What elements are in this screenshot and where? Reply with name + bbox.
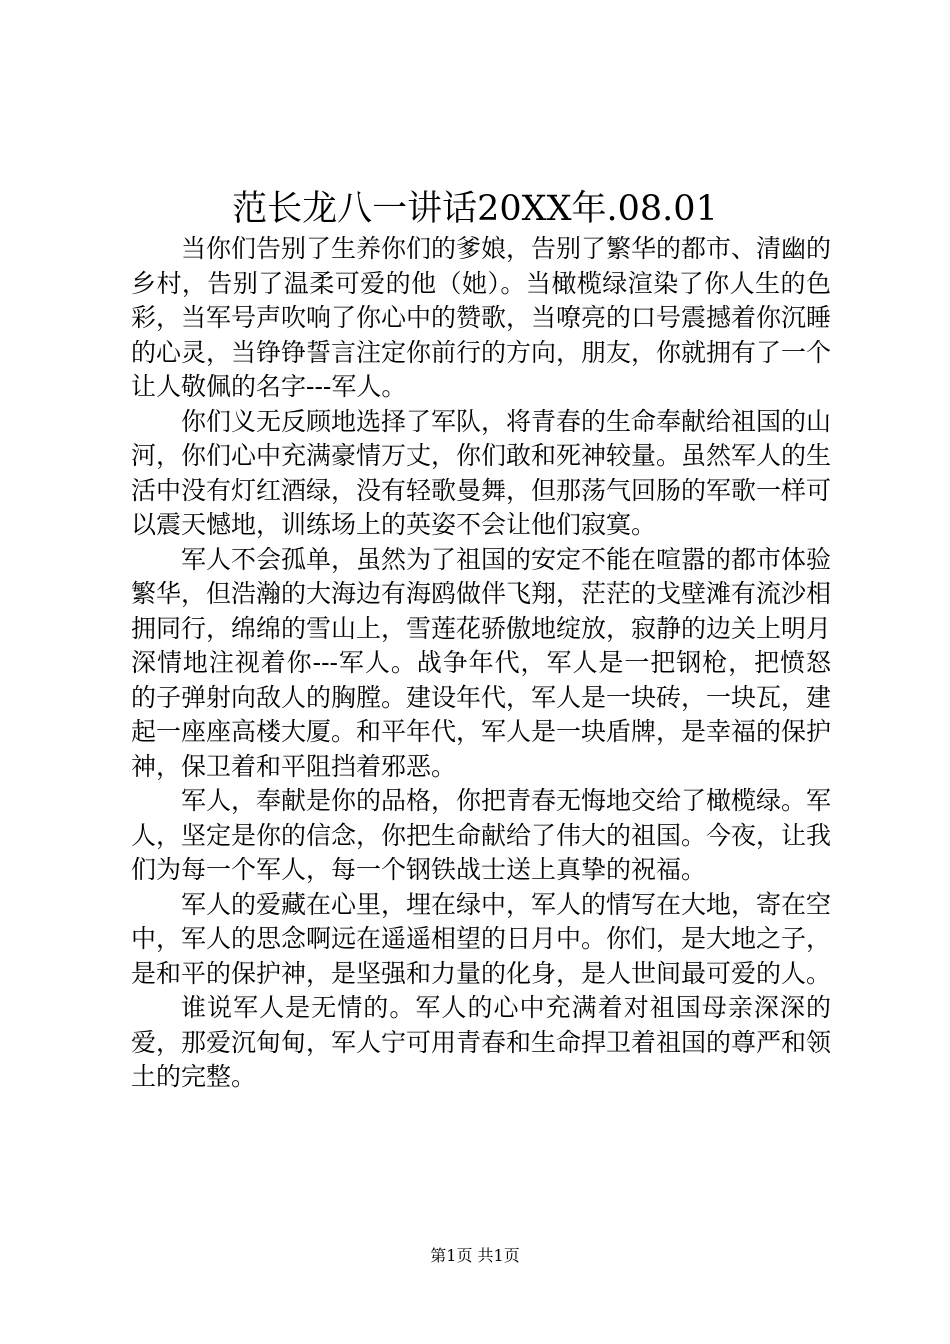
- paragraph: 谁说军人是无情的。军人的心中充满着对祖国母亲深深的爱，那爱沉甸甸，军人宁可用青春和生命捍卫着祖国的尊严和领土的完整。: [131, 993, 832, 1091]
- paragraph: 军人不会孤单，虽然为了祖国的安定不能在喧嚣的都市体验繁华，但浩瀚的大海边有海鸥做伴飞翔，茫茫的戈壁滩有流沙相拥同行，绵绵的雪山上，雪莲花骄傲地绽放，寂静的边关上明月深情地注视着你---军人。战争年代，军人是一把钢枪，把愤怒的子弹射向敌人的胸膛。建设年代，军人是一块砖，一块瓦，建起一座座高楼大厦。和平年代，军人是一块盾牌，是幸福的保护神，保卫着和平阻挡着邪恶。: [131, 544, 832, 781]
- paragraph: 军人，奉献是你的品格，你把青春无悔地交给了橄榄绿。军人，坚定是你的信念，你把生命献给了伟大的祖国。今夜，让我们为每一个军人，每一个钢铁战士送上真挚的祝福。: [131, 786, 832, 884]
- document-body: [131, 232, 831, 1095]
- page-footer: 第1页 共1页: [430, 1246, 520, 1265]
- paragraph: 当你们告别了生养你们的爹娘，告别了繁华的都市、清幽的乡村，告别了温柔可爱的他（她）。当橄榄绿渲染了你人生的色彩，当军号声吹响了你心中的赞歌，当嘹亮的口号震撼着你沉睡的心灵，当铮铮誓言注定你前行的方向，朋友，你就拥有了一个让人敬佩的名字---军人。: [131, 234, 832, 401]
- paragraph: 你们义无反顾地选择了军队，将青春的生命奉献给祖国的山河，你们心中充满豪情万丈，你们敢和死神较量。虽然军人的生活中没有灯红酒绿，没有轻歌曼舞，但那荡气回肠的军歌一样可以震天憾地，训练场上的英姿不会让他们寂寞。: [131, 406, 832, 539]
- document-title: 范长龙八一讲话20XX年.08.01: [232, 189, 718, 229]
- paragraph: 军人的爱藏在心里，埋在绿中，军人的情写在大地，寄在空中，军人的思念啊远在遥遥相望的日月中。你们，是大地之子，是和平的保护神，是坚强和力量的化身，是人世间最可爱的人。: [131, 889, 832, 988]
